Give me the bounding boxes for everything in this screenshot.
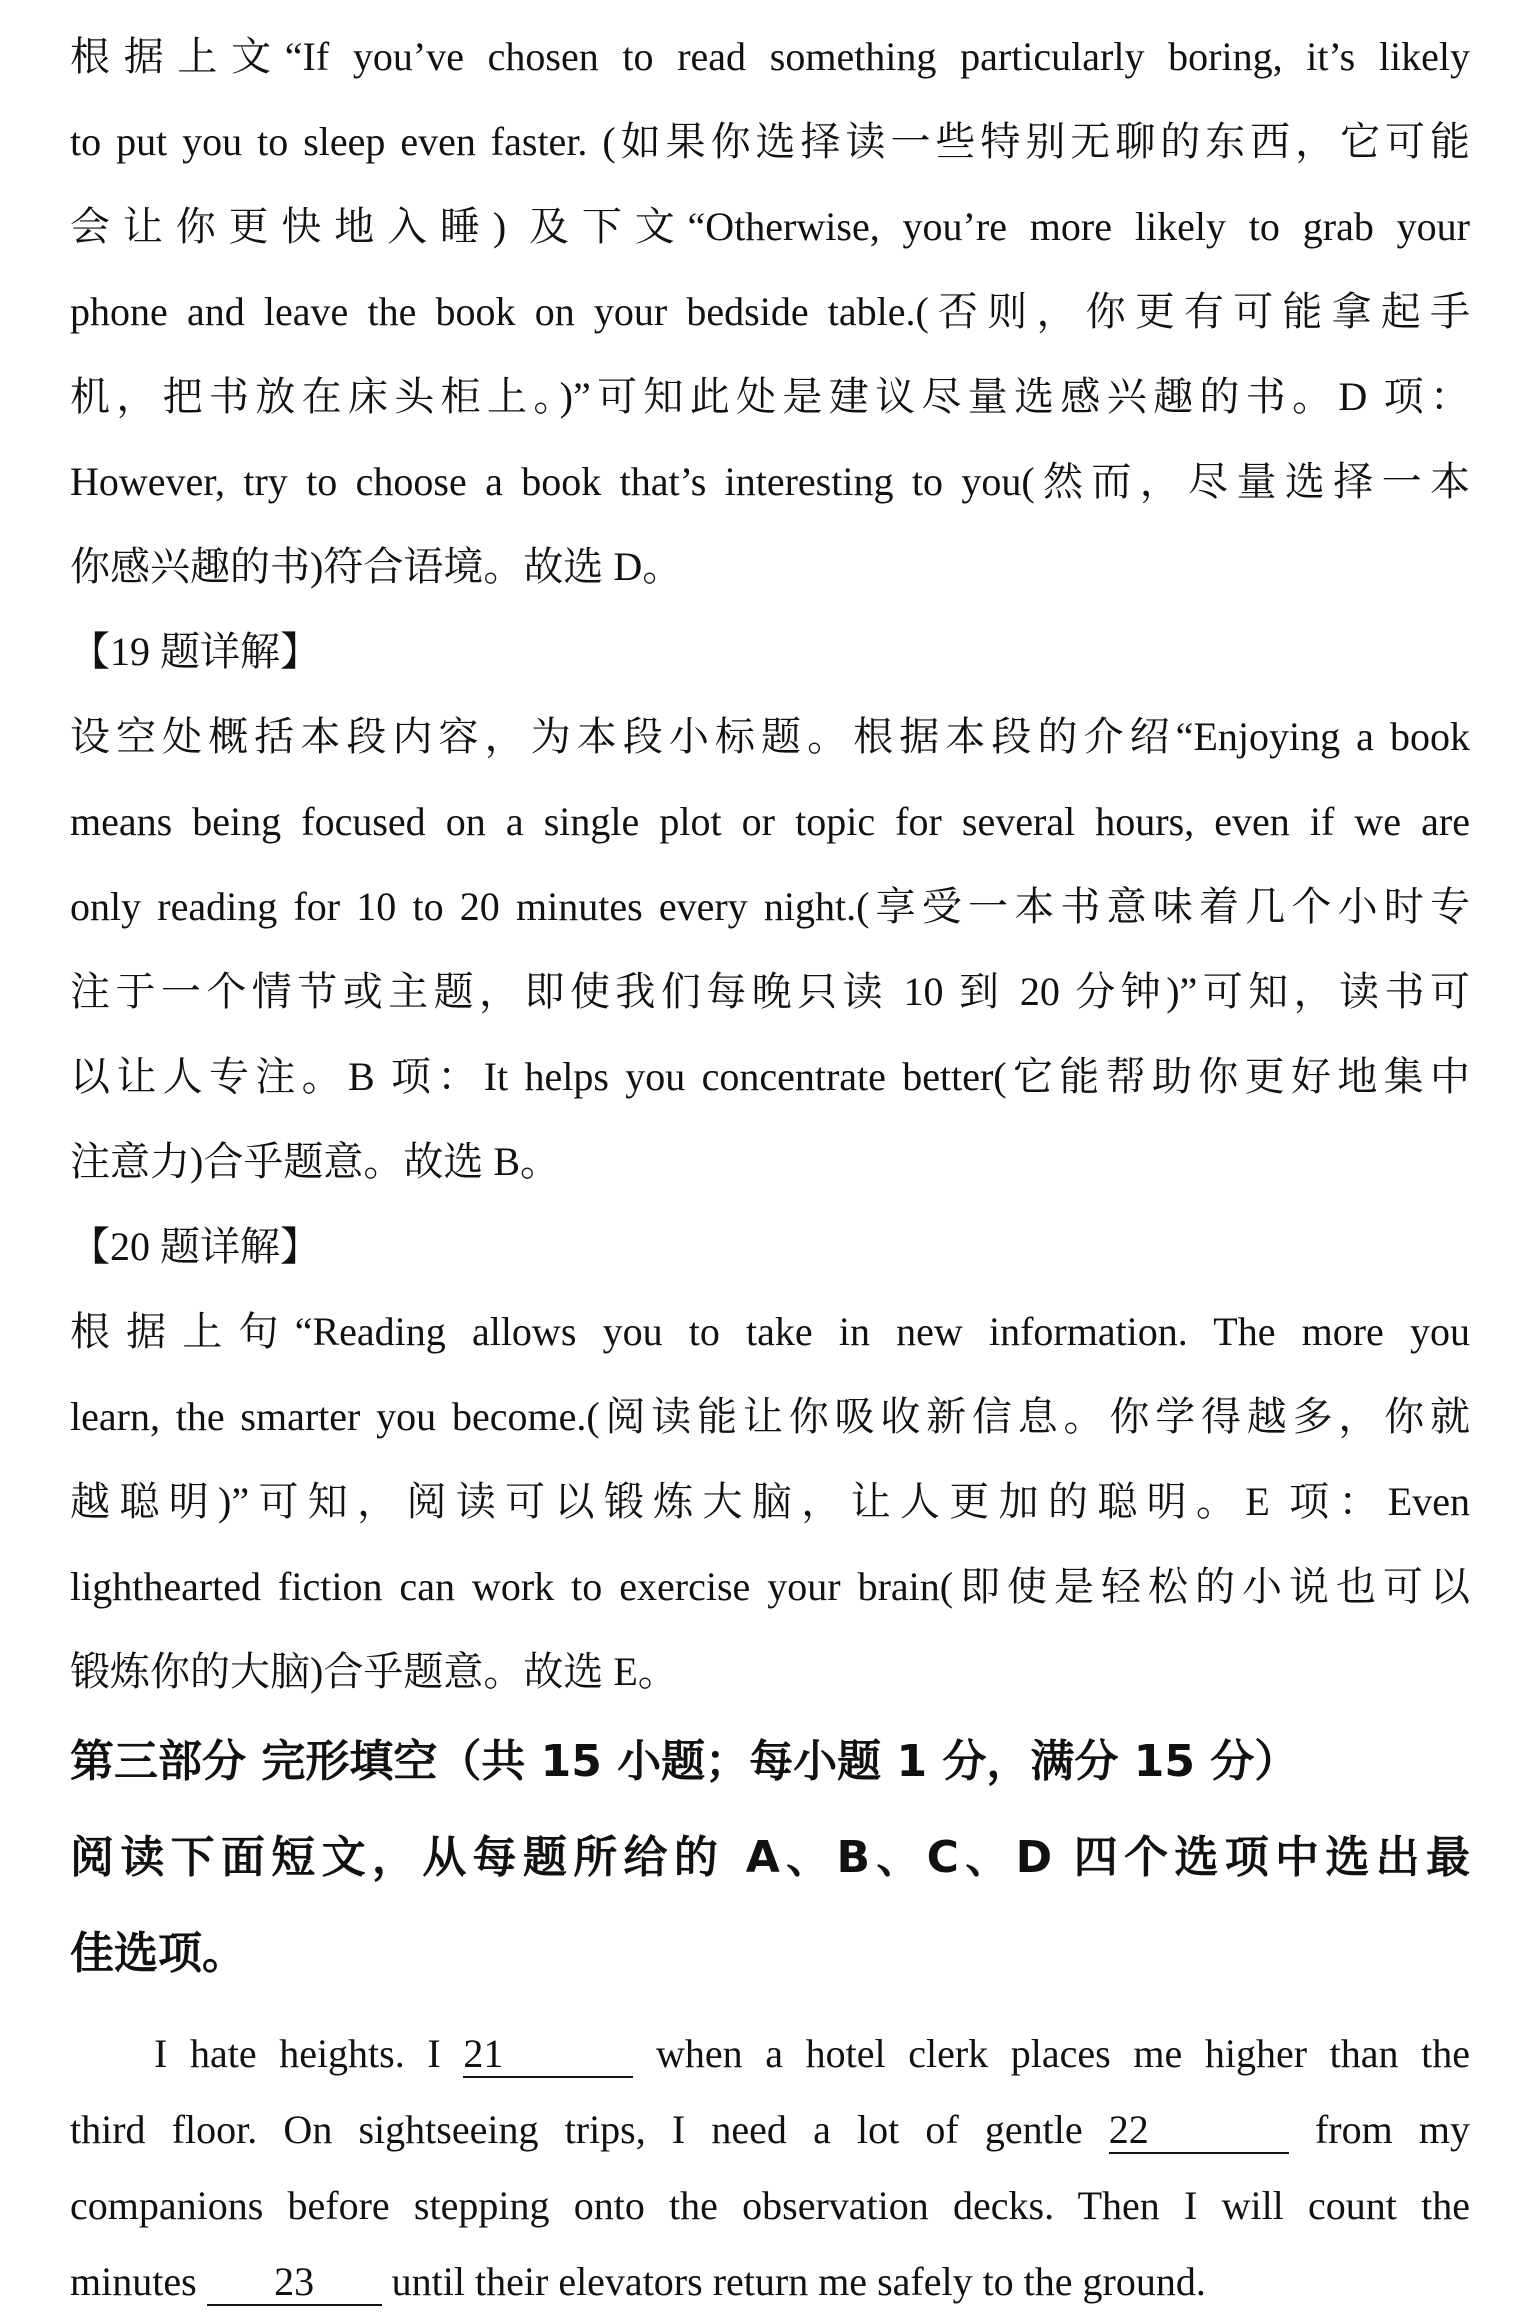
part3-instruction: 佳选项。 — [70, 1928, 246, 1979]
text-line: 根据上文“If you’ve chosen to read something particularly boring, it’s likely — [70, 34, 1470, 79]
text-line: lighthearted fiction can work to exercise your brain(即使是轻松的小说也可以 — [70, 1564, 1470, 1609]
text-line: 会让你更快地入睡) 及下文“Otherwise, you’re more likely to grab your — [70, 204, 1470, 249]
text-line: 你感兴趣的书)符合语境。故选 D。 — [70, 544, 683, 589]
passage-line — [70, 2244, 1470, 2320]
text-line: 注意力)合乎题意。故选 B。 — [70, 1139, 560, 1184]
passage-line — [70, 2016, 1470, 2092]
section-heading: 【19 题详解】 — [70, 629, 320, 674]
passage-text: third floor. On sightseeing trips, I need a lot of gentle — [70, 2107, 1083, 2152]
passage-text: when a hotel clerk places me higher than the — [655, 2031, 1471, 2076]
text-line: However, try to choose a book that’s interesting to you(然而，尽量选择一本 — [70, 459, 1470, 504]
passage-line — [70, 2092, 1470, 2168]
passage-line: companions before stepping onto the observation decks. Then I will count the — [70, 2183, 1470, 2228]
explanation-20 — [70, 1204, 1470, 1714]
passage-text: until their elevators return me safely to the ground. — [391, 2259, 1206, 2304]
text-line: learn, the smarter you become.(阅读能让你吸收新信息。你学得越多，你就 — [70, 1394, 1470, 1439]
text-line: 越聪明)”可知，阅读可以锻炼大脑，让人更加的聪明。E 项：Even — [70, 1479, 1470, 1524]
passage-text: from my — [1314, 2107, 1471, 2152]
text-line: to put you to sleep even faster. (如果你选择读一些特别无聊的东西，它可能 — [70, 119, 1470, 164]
text-line: 根据上句“Reading allows you to take in new information. The more you — [70, 1309, 1470, 1354]
document-page — [70, 14, 1470, 2320]
text-line: means being focused on a single plot or topic for several hours, even if we are — [70, 799, 1470, 844]
text-line: phone and leave the book on your bedside table.(否则，你更有可能拿起手 — [70, 289, 1470, 334]
part3-instruction: 阅读下面短文，从每题所给的 A、B、C、D 四个选项中选出最 — [70, 1832, 1470, 1883]
cloze-passage — [70, 2016, 1470, 2320]
text-line: 以让人专注。B 项：It helps you concentrate better(它能帮助你更好地集中 — [70, 1054, 1470, 1099]
text-line: 设空处概括本段内容，为本段小标题。根据本段的介绍“Enjoying a book — [70, 714, 1470, 759]
explanation-19 — [70, 609, 1470, 1204]
passage-text: minutes — [70, 2259, 197, 2304]
blank-23: 23 — [207, 2260, 382, 2306]
section-heading: 【20 题详解】 — [70, 1224, 320, 1269]
blank-22: 22 — [1109, 2108, 1289, 2154]
text-line: 注于一个情节或主题，即使我们每晚只读 10 到 20 分钟)”可知，读书可 — [70, 969, 1470, 1014]
part3-section — [70, 1714, 1470, 2002]
text-line: 机，把书放在床头柜上。)”可知此处是建议尽量选感兴趣的书。D 项： — [70, 374, 1470, 419]
blank-21: 21 — [463, 2032, 633, 2078]
explanation-18 — [70, 14, 1470, 609]
text-line: only reading for 10 to 20 minutes every night.(享受一本书意味着几个小时专 — [70, 884, 1470, 929]
text-line: 锻炼你的大脑)合乎题意。故选 E。 — [70, 1649, 678, 1694]
passage-text: I hate heights. I — [154, 2031, 441, 2076]
part3-title: 第三部分 完形填空（共 15 小题；每小题 1 分，满分 15 分） — [70, 1736, 1299, 1787]
